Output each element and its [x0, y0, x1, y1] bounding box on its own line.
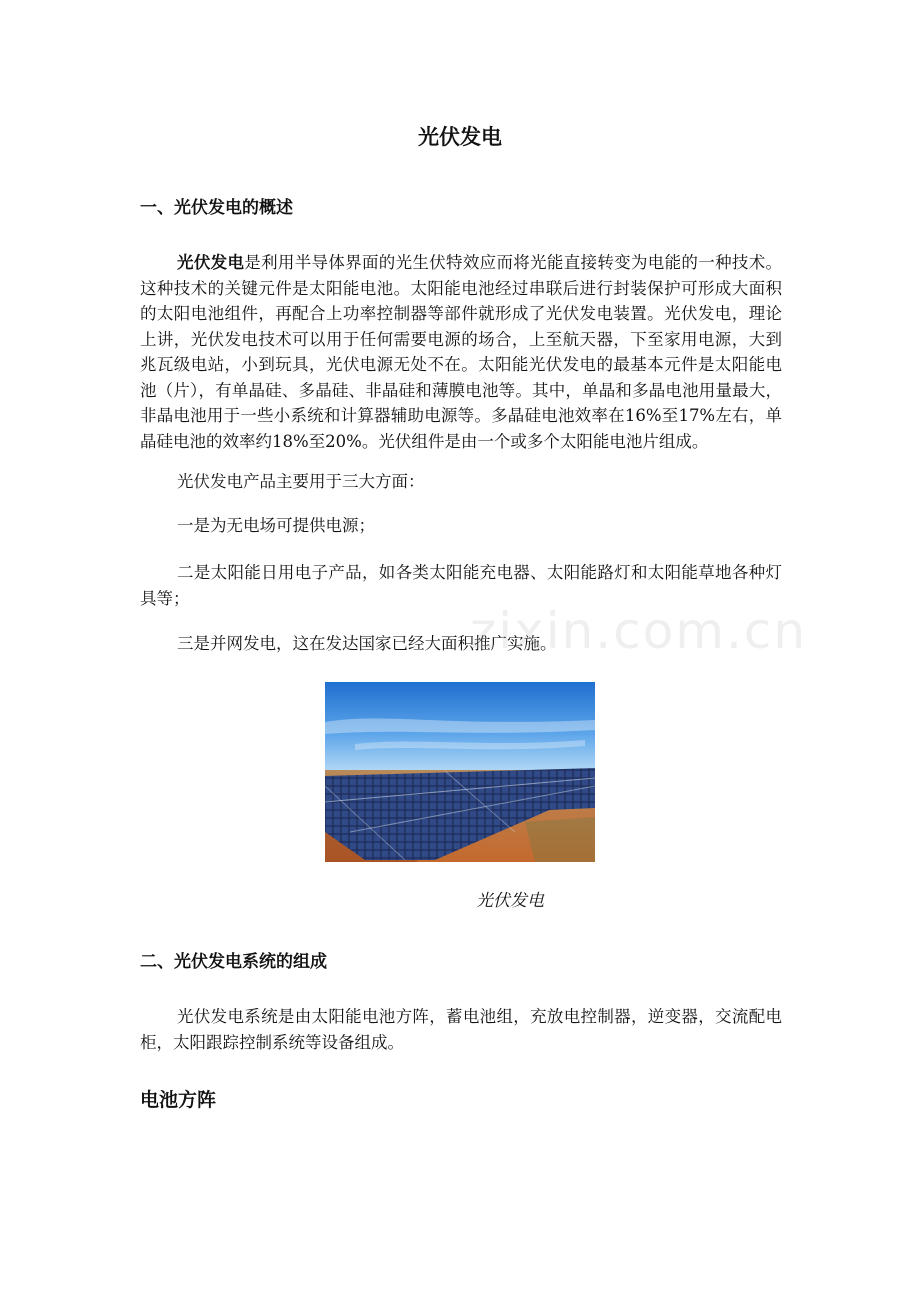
products-intro: 光伏发电产品主要用于三大方面：: [177, 472, 425, 491]
product-item-1: 一是为无电场可提供电源；: [177, 516, 375, 535]
solar-panel-photo: [325, 682, 595, 862]
composition-paragraph: 光伏发电系统是由太阳能电池方阵，蓄电池组，充放电控制器，逆变器，交流配电柜，太阳跟踪控制系统等设备组成。: [140, 1007, 782, 1052]
document-title: 光伏发电: [418, 125, 502, 149]
section-heading-composition: 二、光伏发电系统的组成: [140, 952, 327, 972]
figure-caption: 光伏发电: [476, 891, 544, 911]
watermark: zixin.com.cn: [470, 602, 808, 660]
subheading-battery-array: 电池方阵: [140, 1089, 217, 1111]
overview-text: 是利用半导体界面的光生伏特效应而将光能直接转变为电能的一种技术。这种技术的关键元件是太阳能电池。太阳能电池经过串联后进行封装保护可形成大面积的太阳电池组件，再配合上功率控制器等部件就形成了光伏发电装置。光伏发电，理论上讲，光伏发电技术可以用于任何需要电源的场合，上至航天器，下至家用电源，大到兆瓦级电站，小到玩具，光伏电源无处不在。太阳能光伏发电的最基本元件是太阳能电池（片），有单晶硅、多晶硅、非晶硅和薄膜电池等。其中，单晶和多晶电池用量最大，非晶电池用于一些小系统和计算器辅助电源等。多晶硅电池效率在16%至17%左右，单晶硅电池的效率约18%至20%。光伏组件是由一个或多个太阳能电池片组成。: [140, 253, 783, 451]
product-item-3: 三是并网发电，这在发达国家已经大面积推广实施。: [177, 634, 557, 653]
overview-paragraph: [140, 250, 782, 454]
section-heading-overview: 一、光伏发电的概述: [140, 198, 293, 218]
term-bold: 光伏发电: [177, 253, 245, 272]
product-item-2: 二是太阳能日用电子产品，如各类太阳能充电器、太阳能路灯和太阳能草地各种灯具等；: [140, 563, 782, 608]
